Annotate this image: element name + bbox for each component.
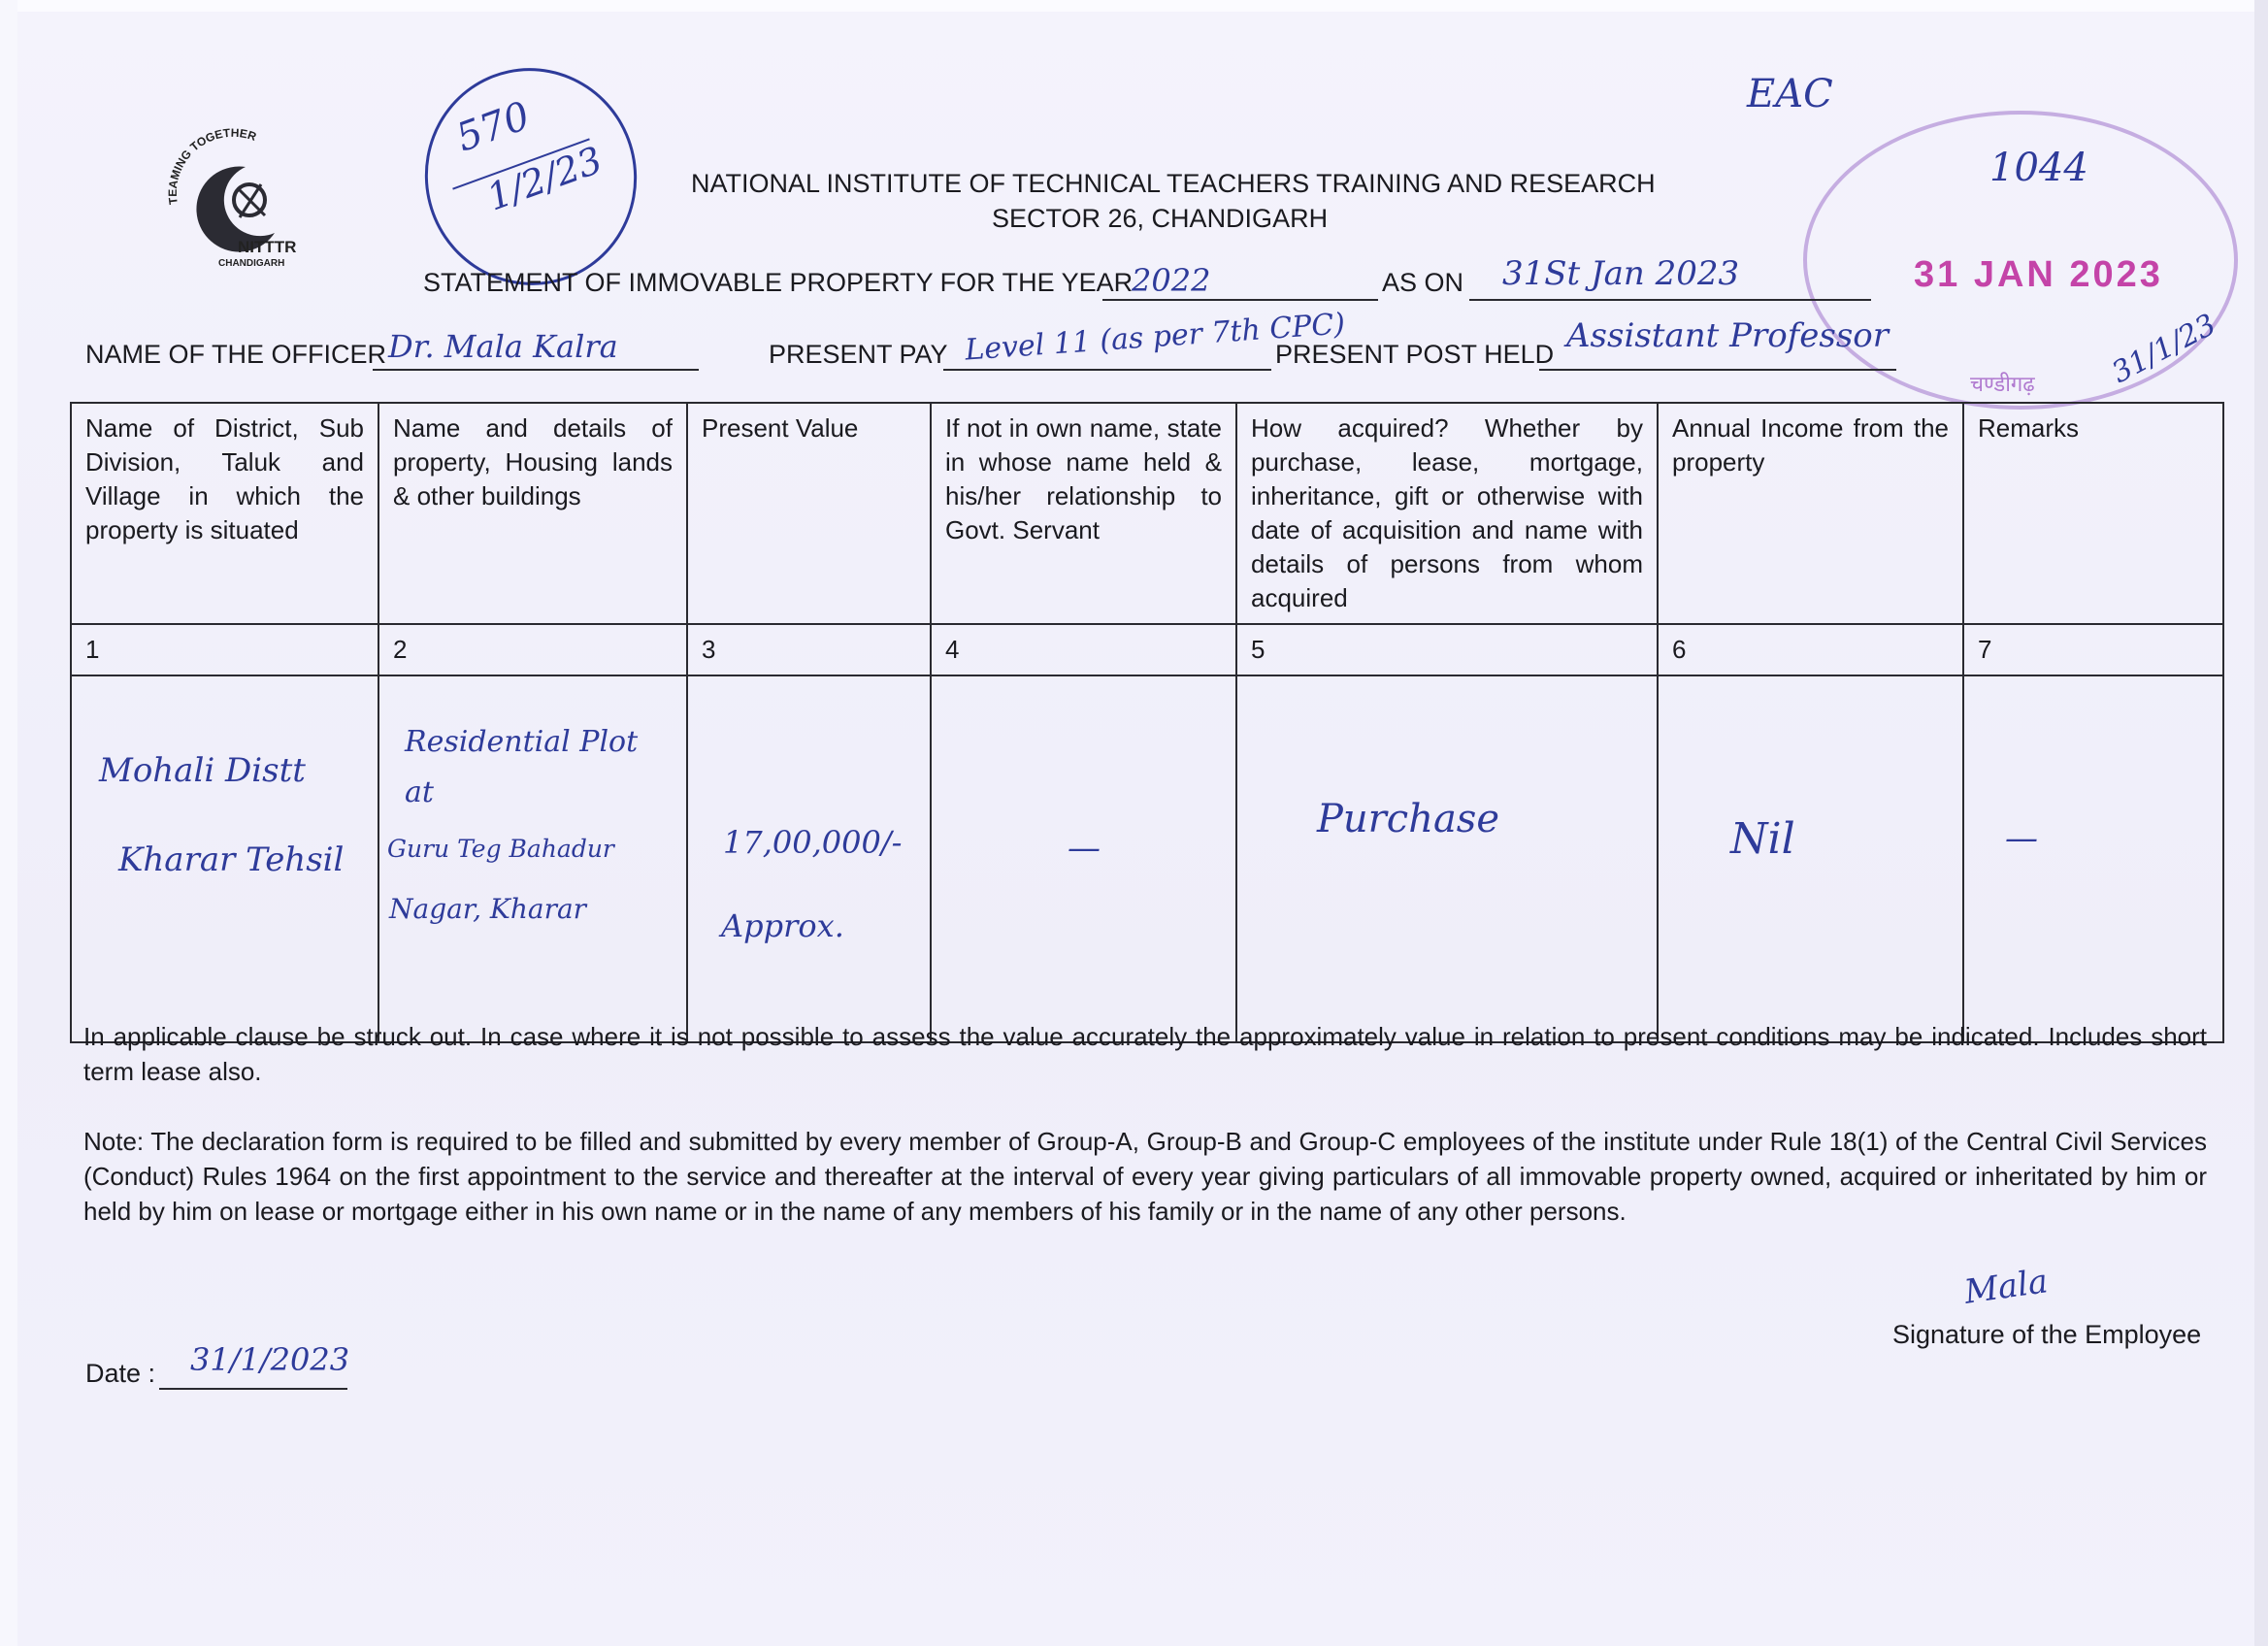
property-line1: Residential Plot (405, 725, 639, 759)
cell-property (378, 675, 687, 1042)
present-pay-underline (943, 369, 1271, 371)
as-on-label: AS ON (1382, 268, 1464, 297)
page-edge-top (0, 0, 2268, 12)
property-line4: Nagar, Kharar (389, 893, 587, 925)
remarks-value: — (2005, 819, 2038, 858)
table-header-row (71, 403, 2223, 624)
institute-title: NATIONAL INSTITUTE OF TECHNICAL TEACHERS TRAINING AND RESEARCH (691, 169, 1656, 198)
logo-city: CHANDIGARH (218, 258, 285, 269)
statement-year: 2022 (1132, 262, 1211, 299)
column-number: 2 (378, 624, 687, 675)
property-table (70, 402, 2224, 1043)
whose-name-value: — (1068, 829, 1101, 868)
cell-how-acquired (1236, 675, 1658, 1042)
column-number: 7 (1963, 624, 2223, 675)
as-on-underline (1469, 299, 1871, 301)
footnote-text: In applicable clause be struck out. In case where it is not possible to assess the value accurately the approximately value in relation to present conditions may be indicated. Includes short term lease also. (83, 1022, 2207, 1086)
signature-label: Signature of the Employee (1892, 1320, 2202, 1349)
column-number: 5 (1236, 624, 1658, 675)
statement-label: STATEMENT OF IMMOVABLE PROPERTY FOR THE YEAR (423, 268, 1134, 297)
property-line2: at (405, 775, 434, 809)
present-post-value: Assistant Professor (1566, 316, 1889, 355)
header-remarks: Remarks (1963, 403, 2223, 624)
cell-location (71, 675, 378, 1042)
property-line3: Guru Teg Bahadur (387, 835, 614, 863)
page-edge-left (0, 0, 17, 1646)
header-property: Name and details of property, Housing lands & other buildings (378, 403, 687, 624)
present-pay-label: PRESENT PAY (769, 340, 948, 369)
cell-remarks (1963, 675, 2223, 1042)
corner-mark: EAC (1747, 72, 1833, 116)
acquired-value: Purchase (1317, 797, 1500, 841)
nitttr-logo (160, 128, 306, 274)
circled-date: 1/2/23 (481, 138, 608, 219)
officer-name-label: NAME OF THE OFFICER (85, 340, 387, 369)
cell-present-value (687, 675, 931, 1042)
table-row (71, 675, 2223, 1042)
location-line1: Mohali Distt (99, 751, 306, 790)
header-how-acquired: How acquired? Whether by purchase, lease, mortgage, inheritance, gift or otherwise with date of acquisition and name with details of persons from whom acquired (1236, 403, 1658, 624)
employee-signature: Mala (1961, 1262, 2051, 1312)
present-post-label: PRESENT POST HELD (1275, 340, 1555, 369)
receipt-number: 1044 (1989, 146, 2088, 190)
stamp-date: 31 JAN 2023 (1914, 254, 2163, 295)
officer-name-underline (373, 369, 699, 371)
cell-whose-name (931, 675, 1236, 1042)
column-number: 3 (687, 624, 931, 675)
declaration-note: Note: The declaration form is required to be filled and submitted by every member of Group-A, Group-B and Group-C employees of the institute under Rule 18(1) of the Central Civil Services (Conduct) Rules 1964 on the first appointment to the service and thereafter at the interval of every year giving particulars of all immovable property owned, acquired or inheritated by him or held by him on lease or mortgage either in his own name or in the name of any members of his family or in the name of any other persons. (83, 1127, 2207, 1226)
income-value: Nil (1730, 814, 1795, 864)
date-underline (159, 1388, 347, 1390)
logo-top-text: TEAMING TOGETHER (165, 128, 258, 206)
column-number: 6 (1658, 624, 1963, 675)
initial-date: 31/1/23 (2106, 307, 2222, 391)
header-whose-name: If not in own name, state in whose name held & his/her relationship to Govt. Servant (931, 403, 1236, 624)
table-number-row (71, 624, 2223, 675)
stamp-city: चण्डीगढ़ (1970, 372, 2035, 396)
header-location: Name of District, Sub Division, Taluk and Village in which the property is situated (71, 403, 378, 624)
circled-number: 570 (450, 93, 536, 161)
column-number: 1 (71, 624, 378, 675)
date-value: 31/1/2023 (190, 1341, 350, 1378)
location-line2: Kharar Tehsil (118, 840, 345, 879)
header-annual-income: Annual Income from the property (1658, 403, 1963, 624)
present-post-underline (1539, 369, 1896, 371)
date-label: Date : (85, 1359, 156, 1388)
year-underline (1102, 299, 1378, 301)
column-number: 4 (931, 624, 1236, 675)
logo-name: NITTTR (238, 238, 297, 256)
page-edge-right (2254, 0, 2268, 1646)
present-pay-value: Level 11 (as per 7th CPC) (964, 307, 1347, 368)
value-line2: Approx. (721, 907, 844, 944)
institute-address: SECTOR 26, CHANDIGARH (992, 204, 1329, 233)
officer-name-value: Dr. Mala Kalra (388, 328, 618, 365)
as-on-value: 31St Jan 2023 (1502, 254, 1740, 293)
value-line1: 17,00,000/- (723, 824, 903, 861)
cell-annual-income (1658, 675, 1963, 1042)
header-present-value: Present Value (687, 403, 931, 624)
